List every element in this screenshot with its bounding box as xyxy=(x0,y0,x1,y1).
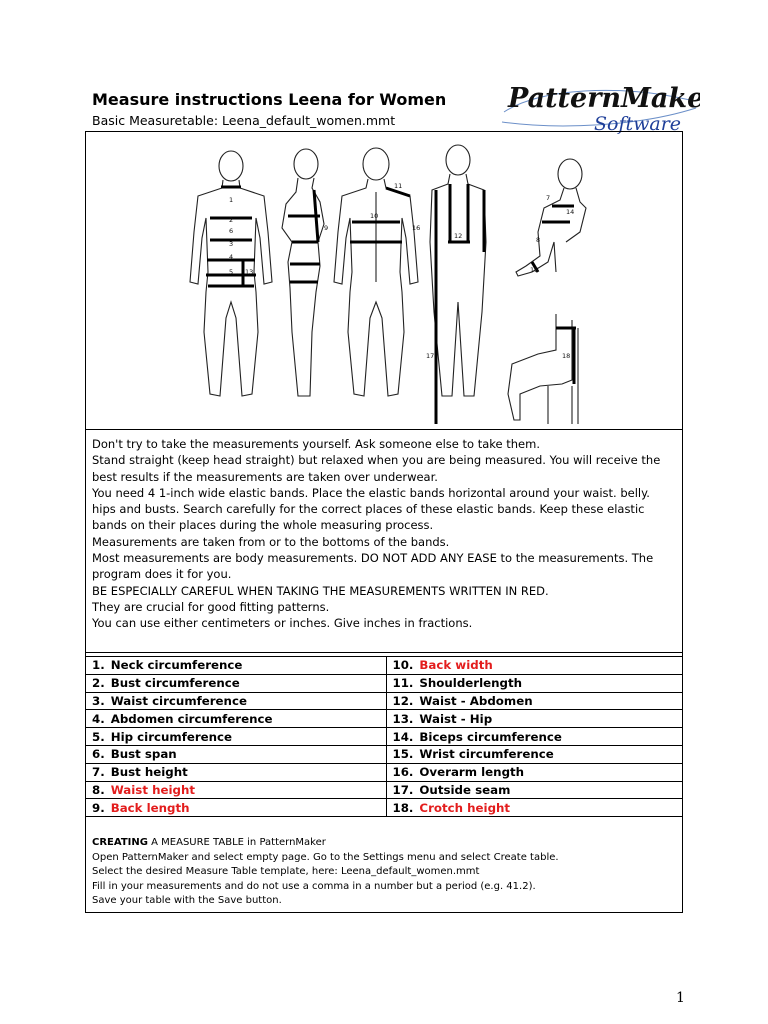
label-11: 11 xyxy=(394,182,403,190)
measurement-cell: 5. Hip circumference xyxy=(86,728,386,746)
measurement-cell: 13. Waist - Hip xyxy=(386,710,682,728)
label-7: 7 xyxy=(546,194,551,202)
side-figure-bands xyxy=(288,190,320,282)
instruction-frame xyxy=(85,131,683,913)
measurement-cell: 14. Biceps circumference xyxy=(386,728,682,746)
measurement-table xyxy=(86,656,682,817)
label-3: 3 xyxy=(229,240,234,248)
body-figures-illustration xyxy=(86,132,682,429)
label-10: 10 xyxy=(370,212,379,220)
table-row xyxy=(86,674,682,692)
table-row xyxy=(86,799,682,817)
measurement-cell: 9. Back length xyxy=(86,799,386,817)
creating-section xyxy=(86,827,682,909)
measurement-cell: 4. Abdomen circumference xyxy=(86,710,386,728)
measurement-cell: 2. Bust circumference xyxy=(86,674,386,692)
tall-figure xyxy=(430,145,486,396)
label-15: 15 xyxy=(530,266,539,274)
label-4: 4 xyxy=(229,253,234,261)
measurement-cell: 6. Bust span xyxy=(86,745,386,763)
label-14: 14 xyxy=(566,208,575,216)
measurement-cell: 15. Wrist circumference xyxy=(386,745,682,763)
instruction-line: Most measurements are body measurements. DO NOT ADD ANY EASE to the measurements. The program does it for you. xyxy=(92,551,654,582)
side-figure xyxy=(282,149,324,396)
measurement-cell: 8. Waist height xyxy=(86,781,386,799)
measurement-cell: 17. Outside seam xyxy=(386,781,682,799)
patternmaker-logo xyxy=(500,78,700,134)
measurement-cell: 16. Overarm length xyxy=(386,763,682,781)
creating-line: Fill in your measurements and do not use a comma in a number but a period (e.g. 41.2). xyxy=(92,880,536,892)
label-13: 13 xyxy=(245,268,254,276)
instruction-line: Stand straight (keep head straight) but relaxed when you are being measured. You will receive the best results if the measurements are taken over underwear. xyxy=(92,453,661,484)
measurement-cell: 3. Waist circumference xyxy=(86,692,386,710)
seated-figure xyxy=(508,314,578,424)
figure-labels xyxy=(229,182,574,360)
label-6: 6 xyxy=(229,227,234,235)
instruction-line: They are crucial for good fitting patterns. xyxy=(92,599,330,614)
label-2: 2 xyxy=(229,216,234,224)
label-1: 1 xyxy=(229,196,234,204)
instruction-line: Measurements are taken from or to the bottoms of the bands. xyxy=(92,534,450,549)
label-12: 12 xyxy=(454,232,463,240)
creating-line: Select the desired Measure Table template, here: Leena_default_women.mmt xyxy=(92,866,480,878)
table-row xyxy=(86,692,682,710)
instruction-line: BE ESPECIALLY CAREFUL WHEN TAKING THE MEASUREMENTS WRITTEN IN RED. xyxy=(92,583,549,598)
label-17: 17 xyxy=(426,352,435,360)
measurement-cell: 7. Bust height xyxy=(86,763,386,781)
label-16: 16 xyxy=(412,224,421,232)
creating-heading: CREATING A MEASURE TABLE in PatternMaker xyxy=(92,837,326,848)
table-row xyxy=(86,657,682,675)
instruction-line: You can use either centimeters or inches. Give inches in fractions. xyxy=(92,616,473,631)
logo-text-bottom: Software xyxy=(594,113,682,134)
instructions-text xyxy=(86,429,682,653)
tall-figure-bands xyxy=(436,184,484,424)
measurement-cell: 1. Neck circumference xyxy=(86,657,386,675)
table-row xyxy=(86,710,682,728)
measurement-figures xyxy=(86,132,682,430)
label-9: 9 xyxy=(324,224,329,232)
measurement-cell: 11. Shoulderlength xyxy=(386,674,682,692)
logo-text-top: PatternMaker xyxy=(508,83,700,114)
back-figure xyxy=(334,148,421,396)
table-row xyxy=(86,728,682,746)
page-number: 1 xyxy=(676,990,685,1006)
label-8: 8 xyxy=(536,236,541,244)
table-row xyxy=(86,781,682,799)
page-subtitle: Basic Measuretable: Leena_default_women.mmt xyxy=(92,113,396,128)
measurement-cell: 10. Back width xyxy=(386,657,682,675)
measurement-cell: 12. Waist - Abdomen xyxy=(386,692,682,710)
creating-line: Open PatternMaker and select empty page. Go to the Settings menu and select Create table. xyxy=(92,851,559,863)
table-row xyxy=(86,745,682,763)
measurement-cell: 18. Crotch height xyxy=(386,799,682,817)
instruction-line: You need 4 1-inch wide elastic bands. Place the elastic bands horizontal around your waist. belly. hips and busts. Search carefully for the correct places of these elastic bands. Keep these elastic bands on their places during the whole measuring process. xyxy=(92,485,650,533)
page-title: Measure instructions Leena for Women xyxy=(92,90,447,109)
label-18: 18 xyxy=(562,352,571,360)
table-row xyxy=(86,763,682,781)
arm-figure xyxy=(516,159,586,276)
label-5: 5 xyxy=(229,268,234,276)
creating-line: Save your table with the Save button. xyxy=(92,895,282,907)
patternmaker-logo-graphic xyxy=(500,78,700,134)
instruction-line: Don't try to take the measurements yourself. Ask someone else to take them. xyxy=(92,437,540,451)
